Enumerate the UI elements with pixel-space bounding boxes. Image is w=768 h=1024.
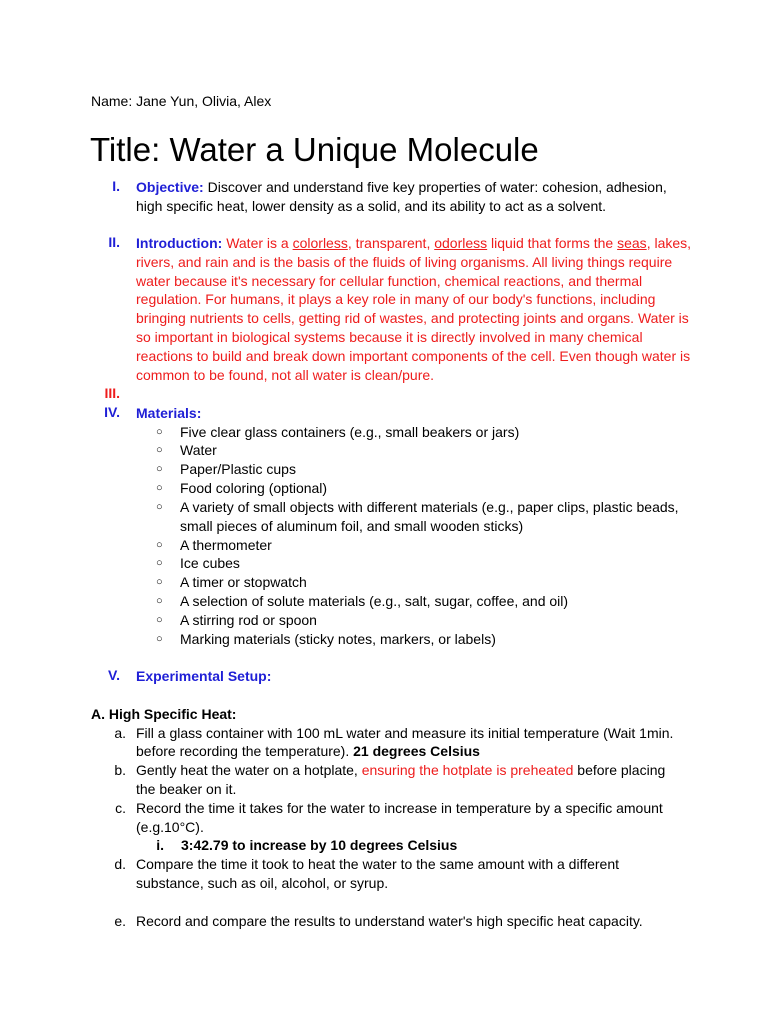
step-c-line: Record the time it takes for the water to increase in temperature by a specific amount (136, 800, 663, 816)
step-letter: c. (115, 800, 126, 816)
time-result: 3:42.79 to increase by 10 degrees Celsius (181, 837, 458, 853)
section-numeral: V. (108, 667, 120, 683)
step-a-line (136, 742, 480, 761)
list-item: A variety of small objects with different materials (e.g., paper clips, plastic beads, (180, 499, 679, 515)
step-letter: e. (114, 913, 126, 929)
objective-paragraph (136, 178, 696, 216)
bullet-icon: ○ (156, 444, 163, 456)
step-c-line: (e.g.10°C). (136, 819, 204, 835)
list-item: Marking materials (sticky notes, markers, or labels) (180, 631, 496, 647)
bullet-icon: ○ (156, 557, 163, 569)
intro-link-colorless[interactable]: colorless (292, 235, 348, 251)
hotplate-note: ensuring the hotplate is preheated (361, 762, 574, 778)
step-text: before recording the temperature). (136, 743, 354, 759)
introduction-paragraph (136, 234, 696, 384)
bullet-icon: ○ (156, 633, 163, 645)
step-letter: d. (114, 856, 126, 872)
document-title: Title: Water a Unique Molecule (90, 131, 539, 168)
list-item: Water (180, 442, 217, 458)
introduction-label: Introduction: (136, 235, 223, 251)
step-d-line: Compare the time it took to heat the water to the same amount with a different (136, 856, 619, 872)
section-numeral: III. (104, 385, 120, 401)
list-item: Five clear glass containers (e.g., small beakers or jars) (180, 424, 520, 440)
list-item: A stirring rod or spoon (180, 612, 317, 628)
sub-step-numeral: i. (156, 837, 164, 853)
bullet-icon: ○ (156, 595, 163, 607)
intro-text: liquid that forms the (487, 235, 618, 251)
step-text: Gently heat the water on a hotplate, (136, 762, 362, 778)
list-item: Food coloring (optional) (180, 480, 328, 496)
setup-label: Experimental Setup: (136, 668, 272, 684)
initial-temperature: 21 degrees Celsius (353, 743, 480, 759)
intro-text: Water is a (226, 235, 293, 251)
bullet-icon: ○ (156, 463, 163, 475)
step-a-line: Fill a glass container with 100 mL water and measure its initial temperature (Wait 1min. (136, 725, 674, 741)
step-b-line (136, 761, 665, 780)
list-item: A thermometer (180, 537, 272, 553)
step-text: before placing (573, 762, 666, 778)
section-numeral: IV. (104, 404, 120, 420)
intro-text: , lakes, rivers, and rain and is the basis of the fluids of living organisms. All living things require water because it's necessary for cellular function, chemical reactions, and thermal regulation. For humans, it plays a key role in many of our body's functions, including bringing nutrients to cells, getting rid of wastes, and protecting joints and organs. Water is so important in biological systems because it is directly involved in many chemical reactions to build and break down important components of the cell. Even though water is common to be found, not all water is clean/pure. (136, 235, 692, 383)
materials-label: Materials: (136, 405, 202, 421)
section-numeral: I. (112, 178, 120, 194)
bullet-icon: ○ (156, 576, 163, 588)
objective-label: Objective: (136, 179, 204, 195)
bullet-icon: ○ (156, 426, 163, 438)
list-item: A timer or stopwatch (180, 574, 307, 590)
intro-link-seas[interactable]: seas (617, 235, 647, 251)
list-item-continuation: small pieces of aluminum foil, and small wooden sticks) (180, 518, 524, 534)
bullet-icon: ○ (156, 614, 163, 626)
section-numeral: II. (108, 234, 120, 250)
list-item: Paper/Plastic cups (180, 461, 296, 477)
intro-link-odorless[interactable]: odorless (434, 235, 488, 251)
step-letter: b. (114, 762, 126, 778)
step-d-line: substance, such as oil, alcohol, or syrup. (136, 875, 389, 891)
step-letter: a. (114, 725, 126, 741)
intro-text: , transparent, (347, 235, 435, 251)
bullet-icon: ○ (156, 501, 163, 513)
objective-text: Discover and understand five key properties of water: cohesion, adhesion, high specific heat, lower density as a solid, and its ability to act as a solvent. (136, 179, 667, 214)
subsection-heading: A. High Specific Heat: (91, 706, 237, 722)
step-e-line: Record and compare the results to understand water's high specific heat capacity. (136, 913, 643, 929)
bullet-icon: ○ (156, 482, 163, 494)
name-line: Name: Jane Yun, Olivia, Alex (91, 93, 272, 109)
list-item: A selection of solute materials (e.g., salt, sugar, coffee, and oil) (180, 593, 569, 609)
step-b-line: the beaker on it. (136, 781, 237, 797)
bullet-icon: ○ (156, 539, 163, 551)
list-item: Ice cubes (180, 555, 240, 571)
